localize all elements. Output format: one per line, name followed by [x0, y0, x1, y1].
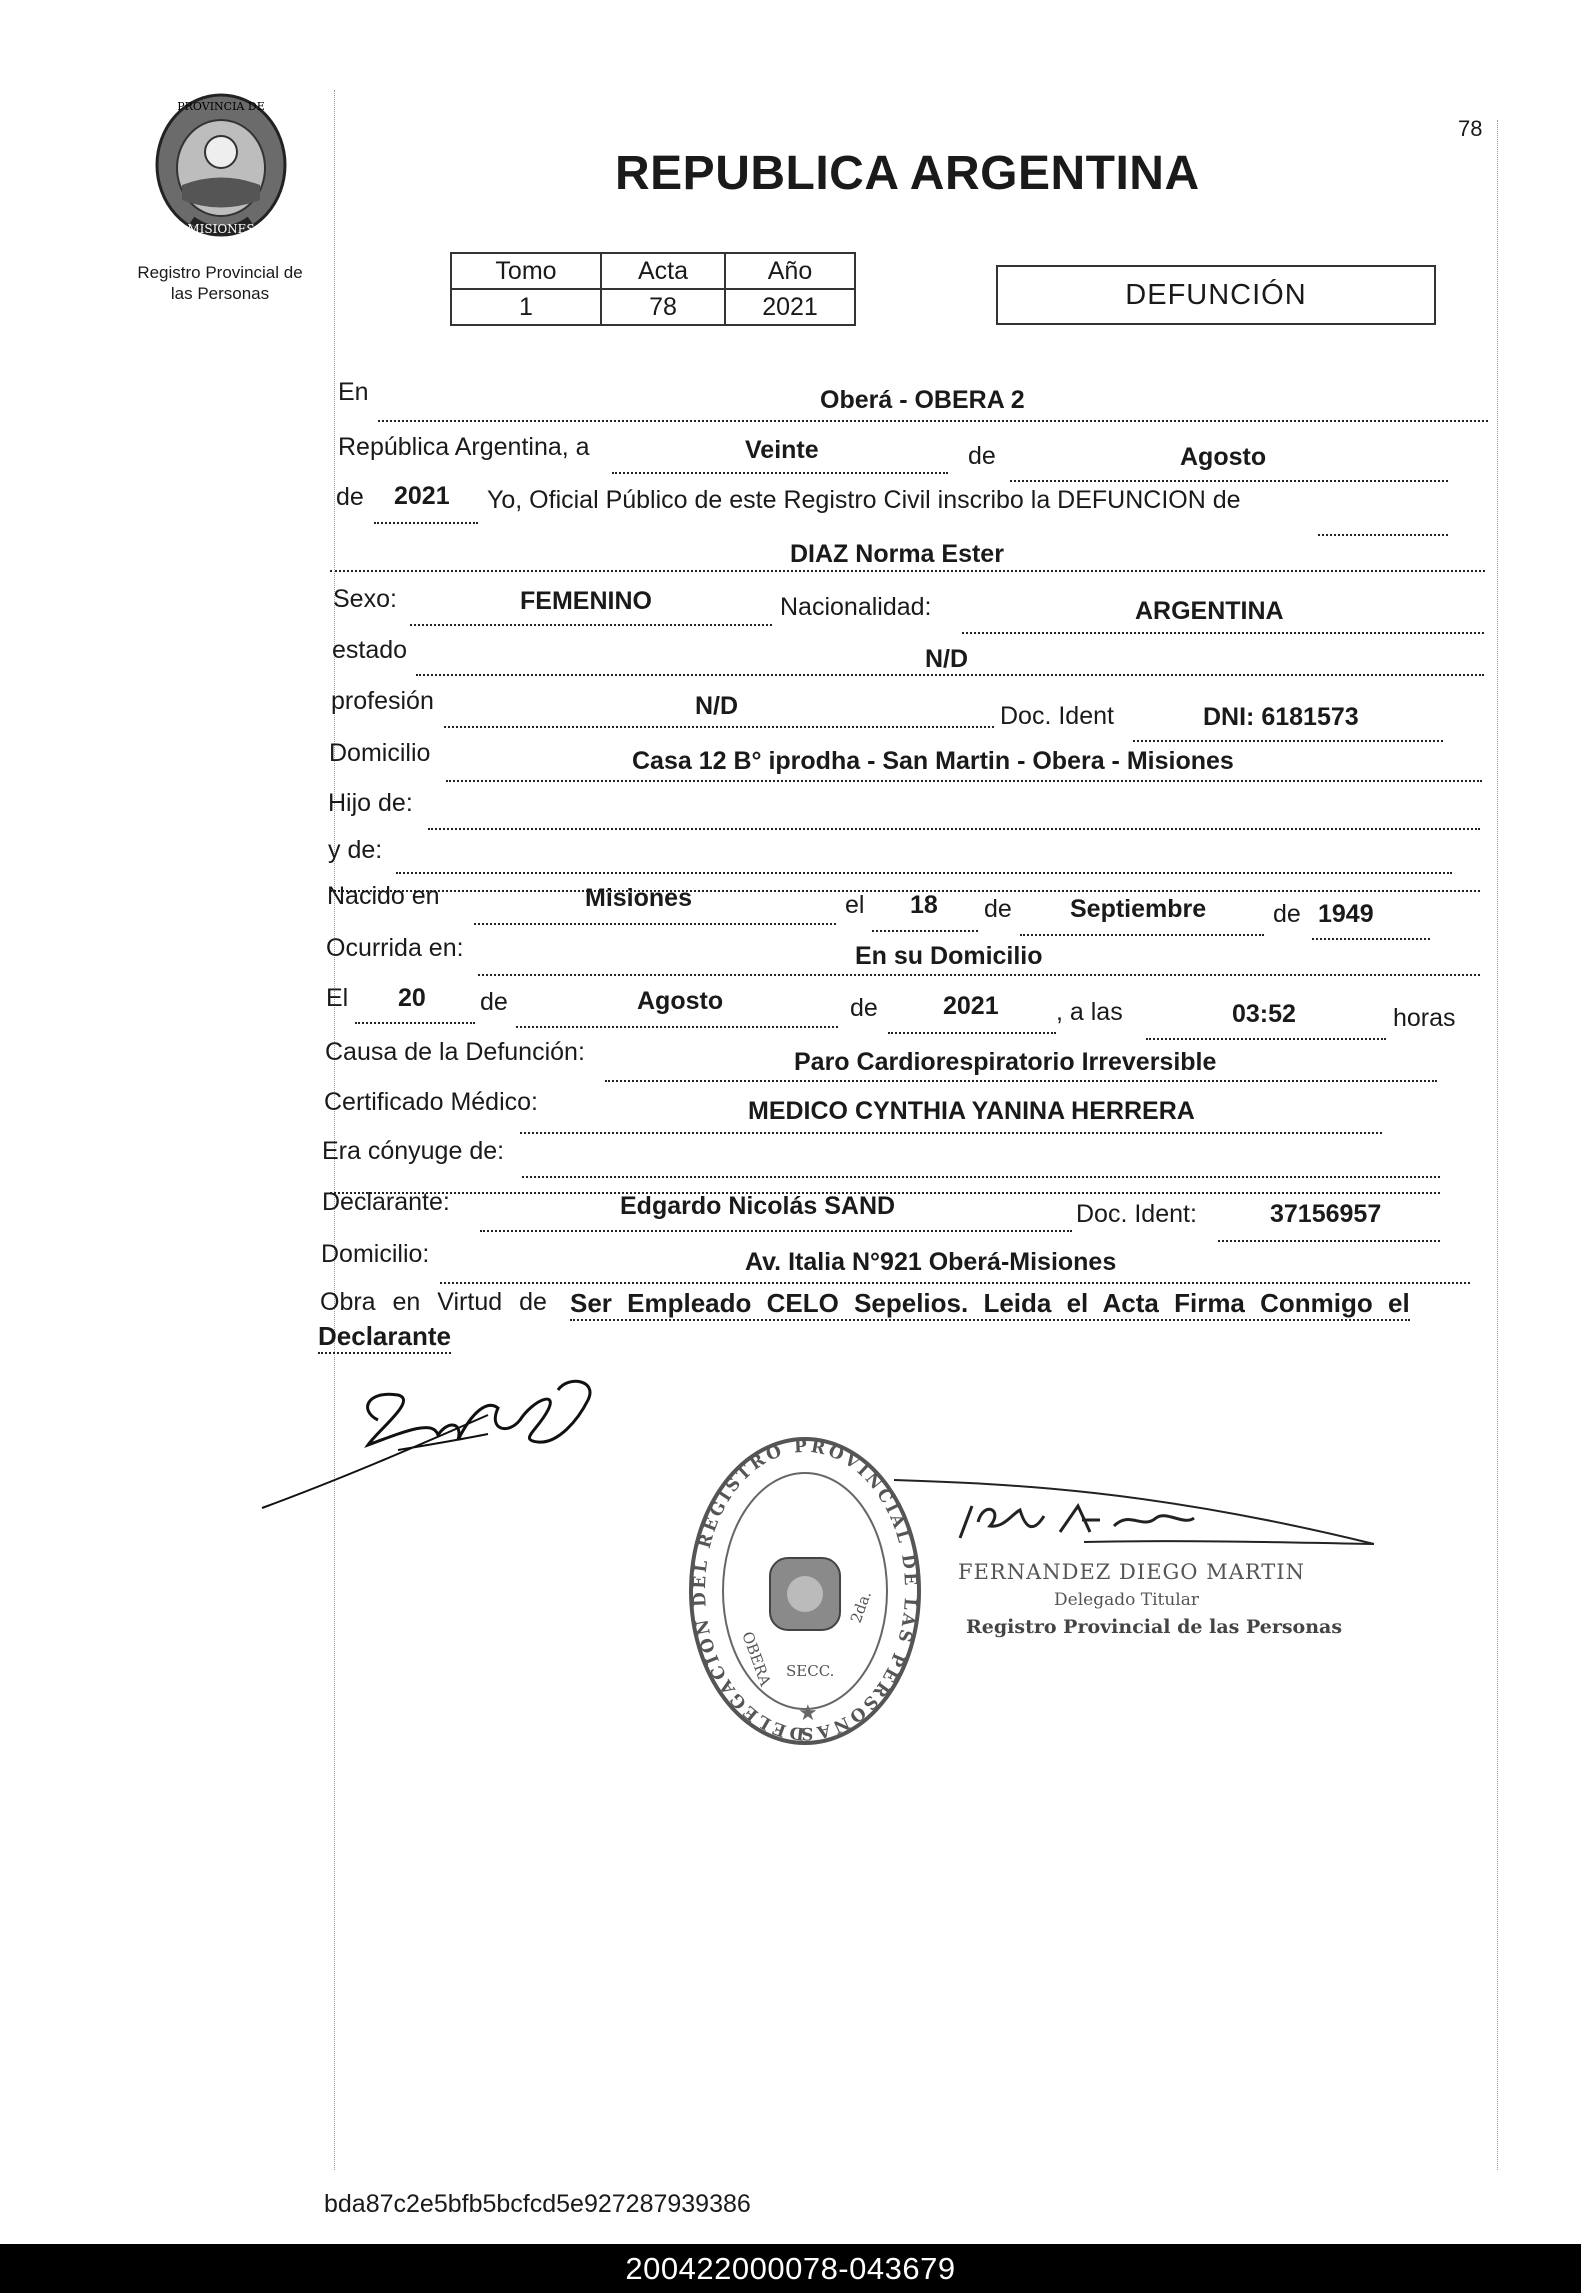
year-value: 2021 [394, 482, 450, 510]
document-type-box: DEFUNCIÓN [996, 265, 1436, 325]
certificado-value: MEDICO CYNTHIA YANINA HERRERA [748, 1097, 1195, 1125]
conyuge-fill-line-2 [330, 1164, 1440, 1194]
en-value: Oberá - OBERA 2 [820, 386, 1025, 414]
decl-domicilio-value: Av. Italia N°921 Oberá-Misiones [745, 1248, 1117, 1276]
declarant-signature [258, 1360, 618, 1520]
republica-label: República Argentina, a [338, 433, 590, 461]
acta-header: Acta [601, 253, 725, 289]
nacido-en-label: Nacido en [327, 882, 440, 910]
sexo-value: FEMENINO [520, 587, 652, 615]
official-signature [894, 1470, 1384, 1550]
domicilio-value: Casa 12 B° iprodha - San Martin - Obera - Misiones [632, 747, 1234, 775]
official-role: Delegado Titular [1054, 1590, 1199, 1610]
obra-value-line2: Declarante [318, 1321, 451, 1354]
death-month-value: Agosto [637, 987, 724, 1015]
left-margin-line [334, 90, 335, 2170]
svg-text:★: ★ [798, 1700, 818, 1725]
death-year-value: 2021 [943, 992, 999, 1020]
svg-text:PROVINCIA DE: PROVINCIA DE [177, 100, 265, 113]
reference-table [450, 252, 856, 326]
y-de-fill-line-2 [330, 862, 1480, 892]
oficial-text: Yo, Oficial Público de este Registro Civil inscribo la DEFUNCION de [487, 486, 1241, 514]
estado-value: N/D [925, 645, 969, 673]
official-organization: Registro Provincial de las Personas [966, 1616, 1343, 1638]
svg-text:2da.: 2da. [846, 1588, 875, 1626]
obra-label: Obra en Virtud de [320, 1288, 547, 1316]
declarante-value: Edgardo Nicolás SAND [620, 1192, 896, 1220]
nacido-en-value: Misiones [585, 884, 692, 912]
certificado-label: Certificado Médico: [324, 1088, 538, 1116]
birth-year-value: 1949 [1318, 900, 1374, 928]
reference-table-value-row [451, 289, 855, 325]
oficial-fill-line [1318, 506, 1448, 536]
document-title: REPUBLICA ARGENTINA [615, 147, 1200, 200]
y-de-label: y de: [328, 836, 383, 864]
decl-doc-value: 37156957 [1270, 1200, 1382, 1228]
registry-label-line1: Registro Provincial de [137, 263, 303, 282]
barcode-id-bar: 200422000078-043679 [0, 2244, 1581, 2293]
registry-label-line2: las Personas [170, 284, 270, 303]
declarante-label: Declarante: [322, 1188, 450, 1216]
official-name: FERNANDEZ DIEGO MARTIN [958, 1560, 1305, 1584]
birth-day-value: 18 [910, 891, 938, 919]
de-label-5: de [480, 988, 508, 1016]
de-label-3: de [984, 895, 1012, 923]
svg-text:OBERA: OBERA [738, 1629, 775, 1689]
ocurrida-en-label: Ocurrida en: [326, 934, 464, 962]
registry-label [120, 262, 320, 304]
tomo-header: Tomo [451, 253, 601, 289]
de-label-1: de [968, 442, 996, 470]
profesion-label: profesión [331, 687, 434, 715]
el-capital-label: El [326, 984, 349, 1012]
domicilio-label: Domicilio [329, 739, 431, 767]
deceased-name-value: DIAZ Norma Ester [790, 540, 1004, 568]
nacionalidad-value: ARGENTINA [1135, 597, 1284, 625]
causa-label: Causa de la Defunción: [325, 1038, 585, 1066]
registry-oval-stamp [684, 1428, 926, 1754]
decl-doc-label: Doc. Ident: [1076, 1200, 1197, 1228]
de-label-4: de [1273, 900, 1301, 928]
doc-ident-label: Doc. Ident [1000, 702, 1114, 730]
svg-text:SECC.: SECC. [786, 1662, 835, 1680]
de-label-2: de [336, 483, 364, 511]
svg-text:MISIONES: MISIONES [187, 222, 255, 236]
de-label-6: de [850, 994, 878, 1022]
nacionalidad-label: Nacionalidad: [780, 593, 932, 621]
death-time-value: 03:52 [1232, 1000, 1296, 1028]
estado-label: estado [332, 636, 408, 664]
sexo-label: Sexo: [333, 585, 397, 613]
ocurrida-en-value: En su Domicilio [855, 942, 1043, 970]
right-margin-line [1497, 120, 1498, 2170]
profesion-value: N/D [695, 692, 739, 720]
acta-value: 78 [601, 289, 725, 325]
horas-label: horas [1393, 1004, 1456, 1032]
document-hash: bda87c2e5bfb5bcfcd5e927287939386 [324, 2190, 751, 2218]
en-label: En [338, 378, 369, 406]
hijo-de-label: Hijo de: [328, 789, 413, 817]
misiones-coat-of-arms-logo [152, 90, 290, 240]
conyuge-label: Era cónyuge de: [322, 1137, 505, 1165]
anio-value: 2021 [725, 289, 855, 325]
causa-value: Paro Cardiorespiratorio Irreversible [794, 1048, 1217, 1076]
anio-header: Año [725, 253, 855, 289]
obra-value-line1: Ser Empleado CELO Sepelios. Leida el Acta Firma Conmigo el [570, 1288, 1410, 1321]
month-value: Agosto [1180, 443, 1267, 471]
svg-text:DELEGACION DEL REGISTRO PROVIN: DELEGACION DEL REGISTRO PROVINCIAL DE LAS PERSONAS [689, 1436, 921, 1744]
hijo-de-fill-line [428, 800, 1480, 830]
day-word-value: Veinte [745, 436, 819, 464]
reference-table-header-row [451, 253, 855, 289]
decl-domicilio-label: Domicilio: [321, 1240, 430, 1268]
birth-month-value: Septiembre [1070, 895, 1207, 923]
el-label: el [845, 891, 865, 919]
a-las-label: , a las [1056, 998, 1123, 1026]
page-number: 78 [1458, 116, 1483, 141]
doc-ident-value: DNI: 6181573 [1203, 703, 1359, 731]
tomo-value: 1 [451, 289, 601, 325]
death-day-value: 20 [398, 984, 426, 1012]
